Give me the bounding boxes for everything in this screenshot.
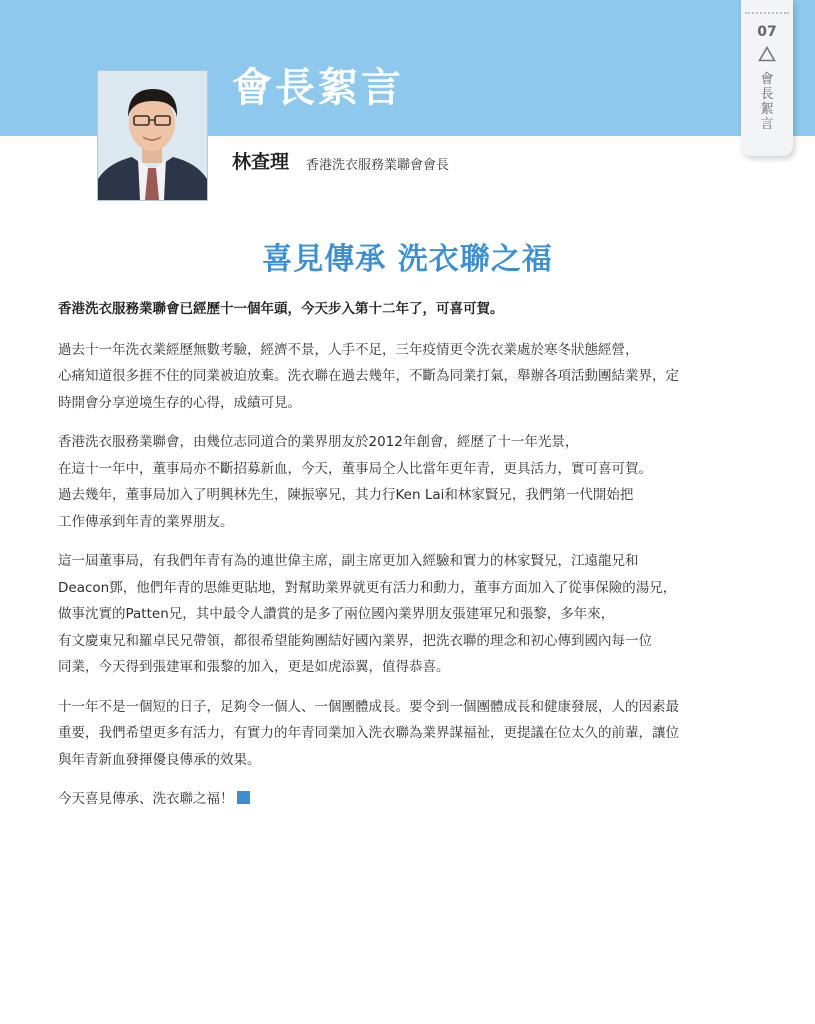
text-line: 重要，我們希望更多有活力，有實力的年青同業加入洗衣聯為業界謀福祉，更提議在位太久的前輩，讓位 (58, 725, 679, 741)
text-line: 在這十一年中，董事局亦不斷招募新血，今天，董事局仝人比當年更年青，更具活力，實可喜可賀。 (58, 460, 652, 477)
text-line: 過去十一年洗衣業經歷無數考驗，經濟不景，人手不足，三年疫情更令洗衣業處於寒冬狀態經營， (58, 341, 639, 358)
paragraph-2 (58, 429, 758, 535)
article-body (58, 296, 758, 826)
portrait-illustration (98, 71, 207, 200)
paragraph-4 (58, 694, 758, 774)
text-line: 過去幾年，董事局加入了明興林先生，陳振寧兄，其力行Ken Lai和林家賢兄，我們第一代開始把 (58, 487, 634, 503)
page-title: 會長絮言 (232, 65, 404, 111)
text-line: 時開會分享逆境生存的心得，成績可見。 (58, 394, 301, 411)
text-line: 做事沈實的Patten兄，其中最令人讚賞的是多了兩位國內業界朋友張建軍兄和張黎，多年來， (58, 606, 615, 622)
text-line: 心痛知道很多捱不住的同業被迫放棄。洗衣聯在過去幾年，不斷為同業打氣，舉辦各項活動團結業界，定 (58, 368, 679, 384)
triangle-icon (758, 46, 776, 62)
text-line: Deacon鄧，他們年青的思維更貼地，對幫助業界就更有活力和動力，董事方面加入了從事保險的湯兄， (58, 579, 677, 596)
lead-paragraph: 香港洗衣服務業聯會已經歷十一個年頭，今天步入第十二年了，可喜可賀。 (58, 301, 504, 317)
author-position: 香港洗衣服務業聯會會長 (306, 158, 450, 173)
paragraph-1 (58, 337, 758, 417)
president-photo (97, 70, 208, 201)
text-line: 香港洗衣服務業聯會，由幾位志同道合的業界朋友於2012年創會，經歷了十一年光景， (58, 434, 579, 450)
closing-paragraph (58, 786, 758, 813)
tab-stitch (745, 12, 789, 14)
paragraph-3 (58, 548, 758, 681)
closing-text: 今天喜見傳承、洗衣聯之福！ (58, 791, 234, 807)
text-line: 這一屆董事局，有我們年青有為的連世偉主席，副主席更加入經驗和實力的林家賢兄，江遠龍兄和 (58, 553, 639, 569)
text-line: 有文慶東兄和羅卓民兄帶領，都很希望能夠團結好國內業界，把洗衣聯的理念和初心傳到國內每一位 (58, 632, 652, 649)
text-line: 十一年不是一個短的日子，足夠令一個人、一個團體成長。要令到一個團體成長和健康發展，人的因素最 (58, 698, 679, 715)
text-line: 工作傳承到年青的業界朋友。 (58, 513, 234, 530)
text-line: 與年青新血發揮優良傳承的效果。 (58, 751, 261, 768)
text-line: 同業，今天得到張建軍和張黎的加入，更是如虎添翼，值得恭喜。 (58, 659, 450, 675)
section-label: 會長絮言 (760, 72, 774, 132)
end-mark-icon (237, 791, 250, 804)
page-number: 07 (757, 24, 777, 40)
page-tab (741, 0, 793, 156)
article-headline: 喜見傳承 洗衣聯之福 (262, 242, 553, 277)
author-name: 林查理 (232, 151, 290, 173)
